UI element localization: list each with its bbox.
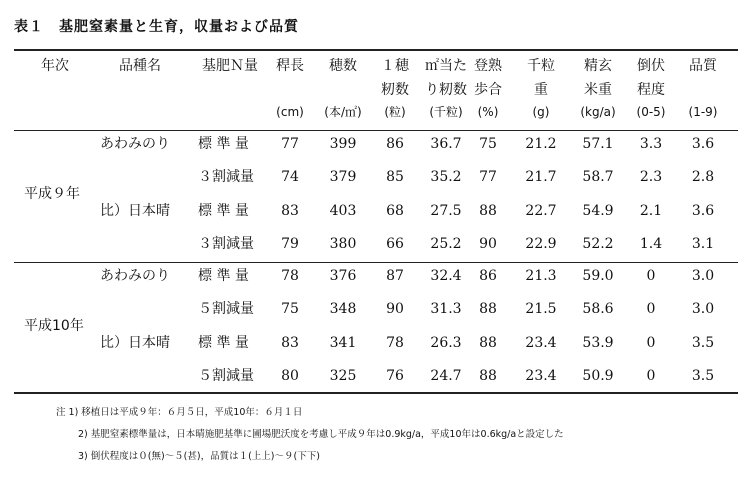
data-cell: 90 — [479, 236, 497, 252]
n-amount-cell: 標 準 量 — [198, 203, 249, 219]
data-cell: 87 — [386, 268, 404, 284]
data-cell: 31.3 — [430, 301, 462, 317]
data-cell: 1.4 — [639, 236, 663, 252]
data-cell: 74 — [281, 169, 299, 185]
column-unit: (g) — [532, 105, 550, 119]
data-cell: 85 — [386, 169, 404, 185]
column-unit: (%) — [477, 105, 499, 119]
column-header-line2: 重 — [534, 82, 548, 98]
data-cell: 399 — [329, 136, 357, 152]
data-cell: 21.5 — [525, 301, 557, 317]
data-cell: 78 — [386, 335, 404, 351]
n-amount-cell: 標 準 量 — [198, 335, 249, 351]
data-cell: 83 — [281, 203, 299, 219]
table-title: 表１ 基肥窒素量と生育，収量および品質 — [14, 19, 299, 35]
column-header: １穂 — [381, 58, 409, 74]
column-header: 倒伏 — [637, 58, 665, 74]
data-cell: 325 — [329, 368, 357, 384]
data-cell: 88 — [479, 203, 497, 219]
data-cell: 23.4 — [525, 335, 557, 351]
data-cell: 53.9 — [582, 335, 614, 351]
table-notes — [56, 402, 564, 468]
column-header-line2: 籾数 — [381, 82, 409, 98]
column-header-line2: 程度 — [637, 82, 665, 98]
data-cell: 21.2 — [525, 136, 557, 152]
data-cell: 54.9 — [582, 203, 614, 219]
variety-cell: あわみのり — [100, 136, 170, 152]
data-cell: 23.4 — [525, 368, 557, 384]
note-3: 3) 倒伏程度は０(無)～５(甚)，品質は１(上上)～９(下下) — [78, 451, 320, 462]
data-cell: 78 — [281, 268, 299, 284]
year-label: 平成10年 — [24, 318, 84, 334]
data-cell: 58.7 — [582, 169, 614, 185]
n-amount-cell: ３割減量 — [198, 236, 254, 252]
data-cell: 50.9 — [582, 368, 614, 384]
n-amount-cell: ５割減量 — [198, 301, 254, 317]
data-cell: 66 — [386, 236, 404, 252]
data-cell: 36.7 — [430, 136, 462, 152]
data-cell: 83 — [281, 335, 299, 351]
data-cell: 2.1 — [639, 203, 663, 219]
data-cell: 0 — [646, 368, 656, 384]
data-cell: 68 — [386, 203, 404, 219]
data-cell: 32.4 — [430, 268, 462, 284]
data-cell: 3.5 — [691, 368, 715, 384]
column-header: 登熟 — [474, 58, 502, 74]
column-unit: (0-5) — [636, 105, 666, 119]
data-cell: 3.0 — [691, 301, 715, 317]
data-cell: 21.7 — [525, 169, 557, 185]
data-cell: 341 — [329, 335, 357, 351]
data-cell: 21.3 — [525, 268, 557, 284]
n-amount-cell: ３割減量 — [198, 169, 254, 185]
column-header: 年次 — [41, 58, 69, 74]
variety-cell: 比）日本晴 — [100, 203, 170, 219]
column-header: 精玄 — [584, 58, 612, 74]
data-cell: 379 — [329, 169, 357, 185]
note-1: 注 1) 移植日は平成９年：６月５日，平成10年：６月１日 — [56, 407, 303, 418]
data-cell: 0 — [646, 268, 656, 284]
column-unit: (粒) — [384, 105, 406, 119]
column-header: 穂数 — [329, 58, 357, 74]
table-header-rule — [14, 130, 738, 131]
column-header: 稈長 — [276, 58, 304, 74]
variety-cell: あわみのり — [100, 268, 170, 284]
n-amount-cell: ５割減量 — [198, 368, 254, 384]
table-bottom-rule — [14, 392, 738, 394]
data-cell: 3.6 — [691, 136, 715, 152]
data-cell: 57.1 — [582, 136, 614, 152]
column-header: 品種名 — [119, 58, 161, 74]
column-header: 基肥Ｎ量 — [202, 58, 258, 74]
data-cell: 3.1 — [691, 236, 715, 252]
column-unit: (cm) — [276, 105, 304, 119]
column-unit: (kg/a) — [580, 105, 616, 119]
n-amount-cell: 標 準 量 — [198, 268, 249, 284]
data-cell: 35.2 — [430, 169, 462, 185]
data-cell: 0 — [646, 335, 656, 351]
table-top-rule — [14, 49, 738, 51]
data-cell: 59.0 — [582, 268, 614, 284]
column-unit: (1-9) — [688, 105, 718, 119]
note-2: 2) 基肥窒素標準量は，日本晴施肥基準に圃場肥沃度を考慮し平成９年は0.9kg/a，平成10年は0.6kg/aと設定した — [78, 429, 564, 440]
data-cell: 27.5 — [430, 203, 462, 219]
column-header: ㎡当た — [425, 58, 467, 74]
data-cell: 348 — [329, 301, 357, 317]
data-cell: 26.3 — [430, 335, 462, 351]
data-cell: 2.8 — [691, 169, 715, 185]
data-cell: 58.6 — [582, 301, 614, 317]
year-label: 平成９年 — [24, 186, 80, 202]
data-cell: 86 — [386, 136, 404, 152]
data-cell: 77 — [281, 136, 299, 152]
data-cell: 76 — [386, 368, 404, 384]
data-cell: 52.2 — [582, 236, 614, 252]
data-cell: 88 — [479, 335, 497, 351]
column-header-line2: 歩合 — [474, 82, 502, 98]
data-cell: 80 — [281, 368, 299, 384]
column-unit: (千粒) — [429, 105, 463, 119]
data-cell: 22.7 — [525, 203, 557, 219]
data-cell: 24.7 — [430, 368, 462, 384]
data-cell: 25.2 — [430, 236, 462, 252]
n-amount-cell: 標 準 量 — [198, 136, 249, 152]
table-group-divider — [14, 262, 738, 263]
column-header: 千粒 — [527, 58, 555, 74]
column-header-line2: り籾数 — [425, 82, 467, 98]
data-cell: 79 — [281, 236, 299, 252]
data-cell: 3.5 — [691, 335, 715, 351]
data-cell: 403 — [329, 203, 357, 219]
data-cell: 0 — [646, 301, 656, 317]
data-cell: 3.0 — [691, 268, 715, 284]
data-cell: 22.9 — [525, 236, 557, 252]
data-cell: 77 — [479, 169, 497, 185]
data-cell: 380 — [329, 236, 357, 252]
data-cell: 376 — [329, 268, 357, 284]
variety-cell: 比）日本晴 — [100, 335, 170, 351]
data-cell: 90 — [386, 301, 404, 317]
data-cell: 75 — [281, 301, 299, 317]
column-unit: (本/㎡) — [324, 105, 362, 119]
data-cell: 88 — [479, 368, 497, 384]
column-header-line2: 米重 — [584, 82, 612, 98]
data-cell: 2.3 — [639, 169, 663, 185]
data-cell: 3.6 — [691, 203, 715, 219]
data-cell: 3.3 — [639, 136, 663, 152]
data-cell: 86 — [479, 268, 497, 284]
data-cell: 75 — [479, 136, 497, 152]
data-cell: 88 — [479, 301, 497, 317]
column-header: 品質 — [689, 58, 717, 74]
